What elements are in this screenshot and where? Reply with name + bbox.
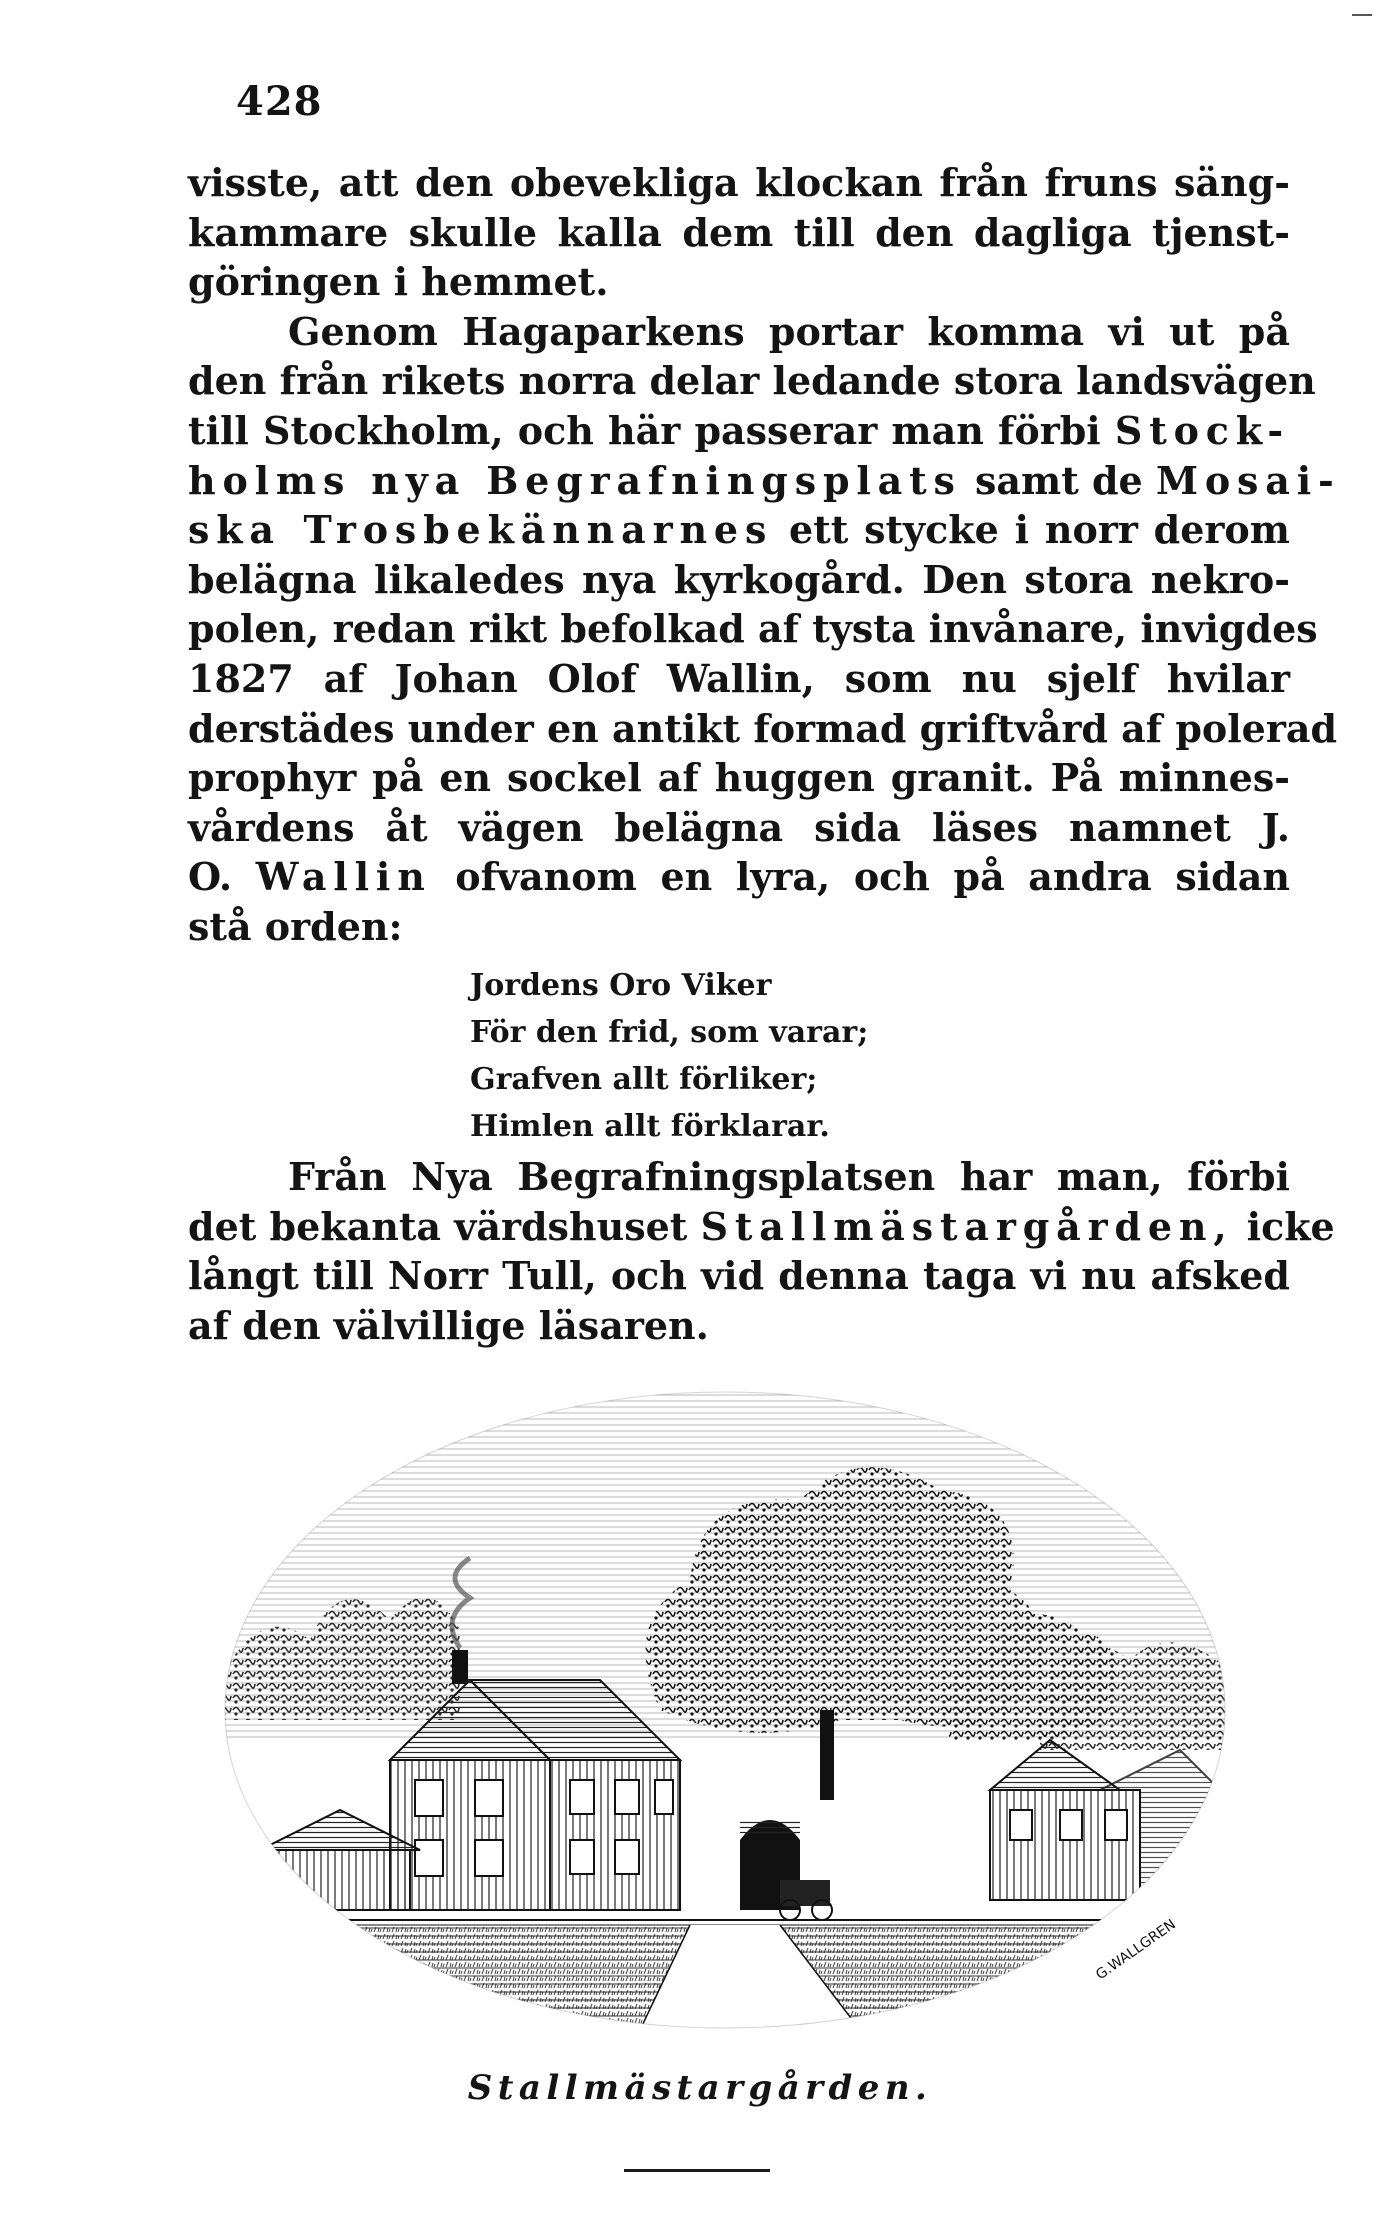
text-segment: samt de [974,457,1143,503]
text-line: göringen i hemmet. [188,259,609,305]
poem-line: För den frid, som varar; [470,1015,869,1050]
text-segment: ofvanom en lyra, och på andra sidan [455,854,1290,900]
text-line: belägna likaledes nya kyrkogård. Den stora nekro- [188,556,1290,602]
text-line: af den välvillige läsaren. [188,1302,709,1348]
text-line [188,852,1290,902]
text-line [188,456,1341,506]
text-line: Från Nya Begrafningsplatsen har man, förbi [288,1154,1290,1199]
illustration-caption: Stallmästargården. [467,2068,933,2108]
text-line: polen, redan rikt befolkad af tysta invånare, invigdes [188,606,1318,652]
spaced-name: Wallin [255,854,432,900]
text-segment: till Stockholm, och här passerar man förbi [188,407,1101,453]
spaced-name: ska Trosbekännarnes [188,507,774,553]
spaced-name: Stock- [1114,407,1290,453]
text-line: stå orden: [188,903,403,949]
text-segment: ett stycke i norr derom [789,507,1290,553]
poem [470,962,1170,1150]
main-text [188,158,1341,952]
closing-paragraph [188,1152,1335,1350]
text-segment: O. [188,854,233,900]
text-line [188,406,1290,456]
text-line: den från rikets norra delar ledande stora landsvägen [188,358,1316,404]
spaced-name: holms nya Begrafningsplats [188,457,962,503]
end-rule [624,2169,770,2172]
scan-edge-mark [1352,14,1372,16]
text-line [188,1202,1335,1252]
engraving-stallmastargarden [220,1380,1230,2030]
text-line: långt till Norr Tull, och vid denna taga vi nu afsked [188,1253,1290,1299]
poem-line: Jordens Oro Viker [470,968,772,1003]
text-segment: icke [1246,1203,1335,1249]
text-line: derstädes under en antikt formad griftvård af polerad [188,705,1338,751]
text-line: kammare skulle kalla dem till den dagliga tjenst- [188,209,1290,255]
engraver-signature: G.WALLGREN [1093,1916,1179,1984]
text-line: vårdens åt vägen belägna sida läses namnet J. [188,804,1290,850]
poem-line: Himlen allt förklarar. [470,1109,830,1144]
spaced-name: Stallmästargården, [700,1203,1234,1249]
poem-line: Grafven allt förliker; [470,1062,818,1097]
text-line: Genom Hagaparkens portar komma vi ut på [288,308,1290,354]
spaced-name: Mosai- [1155,457,1341,503]
text-line: 1827 af Johan Olof Wallin, som nu sjelf hvilar [188,655,1290,701]
text-line [188,505,1290,555]
text-line: visste, att den obevekliga klockan från fruns säng- [188,160,1290,205]
text-segment: det bekanta värdshuset [188,1203,688,1249]
page-number: 428 [236,78,323,125]
text-line: prophyr på en sockel af huggen granit. På minnes- [188,755,1290,801]
